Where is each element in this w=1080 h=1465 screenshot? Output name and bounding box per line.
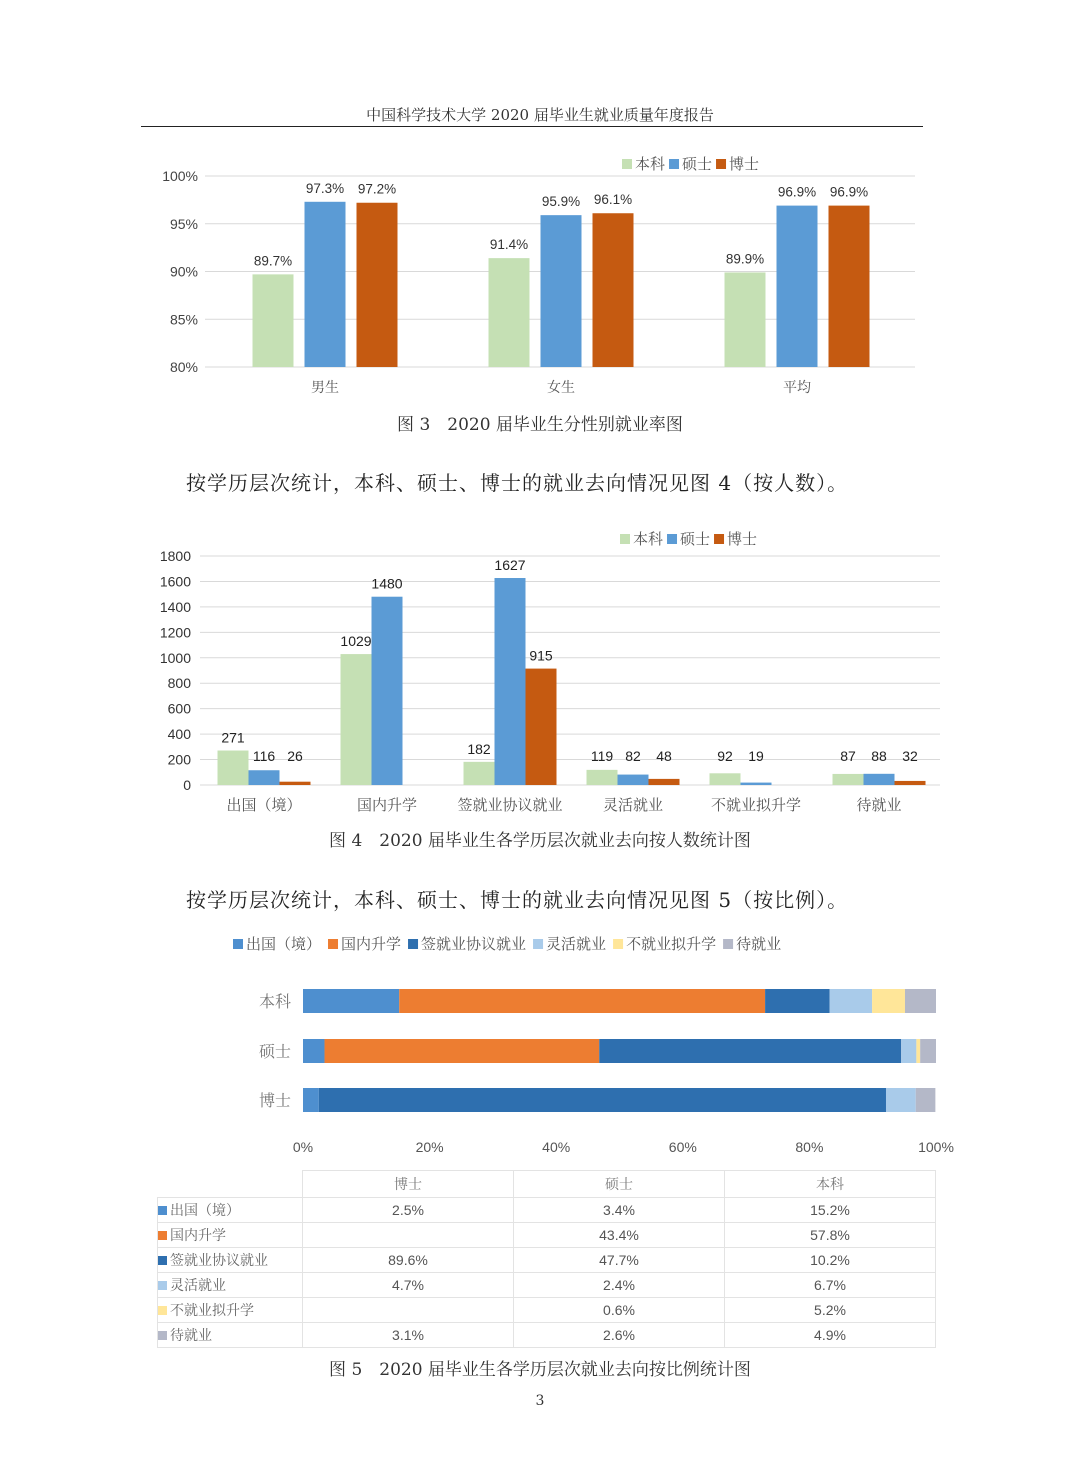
table-row (158, 1223, 936, 1248)
legend-swatch (233, 939, 243, 949)
table-cell: 3.1% (303, 1323, 514, 1348)
bar-segment-不就业拟升学 (916, 1039, 920, 1063)
row-label (158, 1223, 303, 1248)
legend-swatch (714, 534, 724, 544)
data-label: 88 (871, 748, 887, 764)
y-tick-label: 800 (167, 675, 191, 692)
data-label: 96.9% (829, 184, 869, 200)
x-tick-label: 女生 (547, 380, 575, 396)
table-header-row (158, 1171, 936, 1198)
table-cell: 89.6% (303, 1248, 514, 1273)
table-cell: 15.2% (725, 1198, 936, 1223)
bar-硕士 (741, 783, 772, 785)
bar-segment-签就业协议就业 (319, 1088, 886, 1112)
row-label-text: 灵活就业 (170, 1278, 226, 1294)
bar-segment-签就业协议就业 (599, 1039, 901, 1063)
x-tick-label: 平均 (783, 380, 811, 396)
data-label: 96.1% (593, 192, 633, 208)
data-label: 1627 (494, 557, 526, 574)
y-tick-label: 1400 (159, 598, 191, 615)
bar-硕士 (777, 206, 818, 367)
data-label: 89.9% (725, 251, 765, 267)
y-tick-label: 博士 (258, 1091, 291, 1110)
y-tick-label: 1200 (159, 624, 191, 641)
bar-硕士 (618, 775, 649, 785)
row-label-text: 国内升学 (170, 1228, 226, 1244)
bar-本科 (253, 274, 294, 367)
bar-博士 (357, 203, 398, 367)
data-label: 97.3% (305, 180, 345, 196)
table-cell: 47.7% (514, 1248, 725, 1273)
bar-本科 (464, 762, 495, 785)
table-row (158, 1323, 936, 1348)
data-label: 87 (840, 748, 856, 764)
data-label: 1480 (371, 575, 403, 592)
x-tick-label: 男生 (311, 380, 339, 396)
legend-swatch (328, 939, 338, 949)
figure-5-data-table (157, 1170, 936, 1348)
data-label: 48 (656, 748, 672, 764)
bar-本科 (725, 272, 766, 367)
legend-swatch (669, 159, 679, 169)
table-row (158, 1198, 936, 1223)
data-label: 119 (590, 748, 614, 764)
data-label: 92 (717, 748, 733, 764)
legend-label: 硕士 (680, 530, 711, 548)
bar-本科 (833, 774, 864, 785)
table-cell: 57.8% (725, 1223, 936, 1248)
bar-博士 (895, 781, 926, 785)
bar-硕士 (305, 202, 346, 367)
y-tick-label: 1800 (159, 548, 191, 564)
bar-博士 (649, 779, 680, 785)
row-label-text: 出国（境） (170, 1203, 240, 1219)
legend-swatch (158, 1331, 167, 1340)
x-tick-label: 国内升学 (356, 796, 418, 814)
legend-swatch (723, 939, 733, 949)
legend-swatch (716, 159, 726, 169)
legend-label: 博士 (727, 530, 758, 548)
x-tick-label: 签就业协议就业 (457, 796, 563, 814)
table-cell: 0.6% (514, 1298, 725, 1323)
bar-本科 (710, 773, 741, 785)
legend-swatch (158, 1231, 167, 1240)
row-label (158, 1273, 303, 1298)
x-tick-label: 不就业拟升学 (710, 796, 802, 814)
x-tick-label: 0% (292, 1139, 314, 1155)
row-label-text: 不就业拟升学 (170, 1303, 254, 1319)
x-tick-label: 灵活就业 (602, 796, 664, 814)
data-label: 116 (252, 748, 276, 764)
legend-label: 本科 (633, 530, 664, 548)
bar-segment-灵活就业 (901, 1039, 916, 1063)
bar-segment-出国（境） (303, 989, 399, 1013)
y-tick-label: 80% (169, 359, 198, 375)
column-header: 本科 (725, 1171, 936, 1198)
bar-博士 (829, 206, 870, 367)
data-label: 89.7% (253, 253, 293, 269)
data-label: 32 (902, 748, 918, 764)
table-row (158, 1273, 936, 1298)
legend-swatch (613, 939, 623, 949)
page-number: 3 (535, 1393, 545, 1409)
x-tick-label: 80% (795, 1139, 824, 1155)
bar-segment-签就业协议就业 (765, 989, 830, 1013)
bar-segment-国内升学 (399, 989, 765, 1013)
bar-硕士 (249, 770, 280, 785)
table-cell: 4.9% (725, 1323, 936, 1348)
x-tick-label: 出国（境） (226, 796, 302, 814)
paragraph-1: 按学历层次统计，本科、硕士、博士的就业去向情况见图 4（按人数）。 (186, 471, 849, 495)
bar-segment-灵活就业 (830, 989, 872, 1013)
data-label: 82 (625, 748, 641, 764)
y-tick-label: 90% (169, 263, 198, 280)
bar-硕士 (372, 597, 403, 785)
table-cell: 5.2% (725, 1298, 936, 1323)
legend-swatch (620, 534, 630, 544)
paragraph-2: 按学历层次统计，本科、硕士、博士的就业去向情况见图 5（按比例）。 (186, 888, 849, 912)
bar-segment-待就业 (905, 989, 936, 1013)
bar-本科 (587, 770, 618, 785)
bar-博士 (526, 669, 557, 785)
data-label: 915 (529, 647, 553, 664)
bar-博士 (593, 213, 634, 367)
data-label: 182 (467, 740, 491, 757)
legend-label: 不就业拟升学 (626, 935, 717, 953)
table-cell (303, 1298, 514, 1323)
x-tick-label: 100% (918, 1139, 954, 1155)
bar-segment-待就业 (916, 1088, 936, 1112)
legend-swatch (622, 159, 632, 169)
table-cell: 2.4% (514, 1273, 725, 1298)
legend-swatch (408, 939, 418, 949)
bar-segment-出国（境） (303, 1039, 325, 1063)
data-label: 96.9% (777, 184, 817, 200)
y-tick-label: 100% (162, 168, 198, 184)
y-tick-label: 1000 (159, 649, 191, 666)
table-cell: 10.2% (725, 1248, 936, 1273)
legend-label: 博士 (729, 155, 760, 173)
data-label: 19 (748, 748, 764, 764)
legend-swatch (158, 1206, 167, 1215)
bar-硕士 (864, 774, 895, 785)
table-cell: 2.6% (514, 1323, 725, 1348)
bar-segment-不就业拟升学 (872, 989, 905, 1013)
x-tick-label: 60% (668, 1139, 697, 1155)
figure-3-caption: 图 3 2020 届毕业生分性别就业率图 (397, 415, 683, 435)
table-cell: 3.4% (514, 1198, 725, 1223)
row-label (158, 1248, 303, 1273)
legend-label: 灵活就业 (546, 935, 607, 953)
bar-硕士 (495, 578, 526, 785)
y-tick-label: 本科 (258, 992, 291, 1011)
legend-swatch (158, 1281, 167, 1290)
running-header: 中国科学技术大学 2020 届毕业生就业质量年度报告 (366, 106, 714, 124)
row-label (158, 1323, 303, 1348)
legend-swatch (667, 534, 677, 544)
figure-5-caption: 图 5 2020 届毕业生各学历层次就业去向按比例统计图 (329, 1360, 751, 1380)
data-label: 95.9% (541, 194, 581, 210)
legend-swatch (158, 1256, 167, 1265)
y-tick-label: 85% (169, 311, 198, 328)
legend-label: 签就业协议就业 (421, 935, 527, 953)
row-label-text: 待就业 (170, 1328, 212, 1344)
legend-swatch (158, 1306, 167, 1315)
data-label: 1029 (340, 633, 372, 650)
bar-segment-灵活就业 (886, 1088, 916, 1112)
bar-本科 (489, 258, 530, 367)
legend-label: 出国（境） (246, 935, 322, 953)
y-tick-label: 0 (183, 777, 191, 793)
bar-硕士 (541, 215, 582, 367)
bar-segment-国内升学 (325, 1039, 600, 1063)
y-tick-label: 硕士 (258, 1042, 291, 1061)
table-row (158, 1298, 936, 1323)
y-tick-label: 200 (167, 751, 191, 768)
data-label: 91.4% (489, 237, 529, 253)
bar-segment-出国（境） (303, 1088, 319, 1112)
row-label-text: 签就业协议就业 (170, 1253, 268, 1269)
table-cell (303, 1223, 514, 1248)
y-tick-label: 400 (167, 726, 191, 743)
x-tick-label: 40% (542, 1139, 571, 1155)
table-cell: 2.5% (303, 1198, 514, 1223)
x-tick-label: 20% (415, 1139, 444, 1155)
table-cell: 43.4% (514, 1223, 725, 1248)
row-label (158, 1198, 303, 1223)
column-header: 博士 (303, 1171, 514, 1198)
y-tick-label: 1600 (159, 573, 191, 590)
bar-博士 (280, 782, 311, 785)
legend-label: 本科 (635, 155, 666, 173)
table-cell: 6.7% (725, 1273, 936, 1298)
x-tick-label: 待就业 (856, 796, 902, 814)
column-header: 硕士 (514, 1171, 725, 1198)
legend-label: 待就业 (736, 935, 782, 953)
bar-本科 (218, 751, 249, 785)
bar-segment-待就业 (920, 1039, 936, 1063)
data-label: 97.2% (357, 181, 397, 197)
data-label: 271 (221, 729, 245, 746)
legend-swatch (533, 939, 543, 949)
table-row (158, 1248, 936, 1273)
y-tick-label: 95% (169, 215, 198, 232)
legend-label: 国内升学 (341, 935, 402, 953)
y-tick-label: 600 (167, 700, 191, 717)
legend-label: 硕士 (682, 155, 713, 173)
bar-本科 (341, 654, 372, 785)
figure-4-caption: 图 4 2020 届毕业生各学历层次就业去向按人数统计图 (329, 831, 751, 851)
row-label (158, 1298, 303, 1323)
data-label: 26 (287, 748, 303, 764)
table-cell: 4.7% (303, 1273, 514, 1298)
